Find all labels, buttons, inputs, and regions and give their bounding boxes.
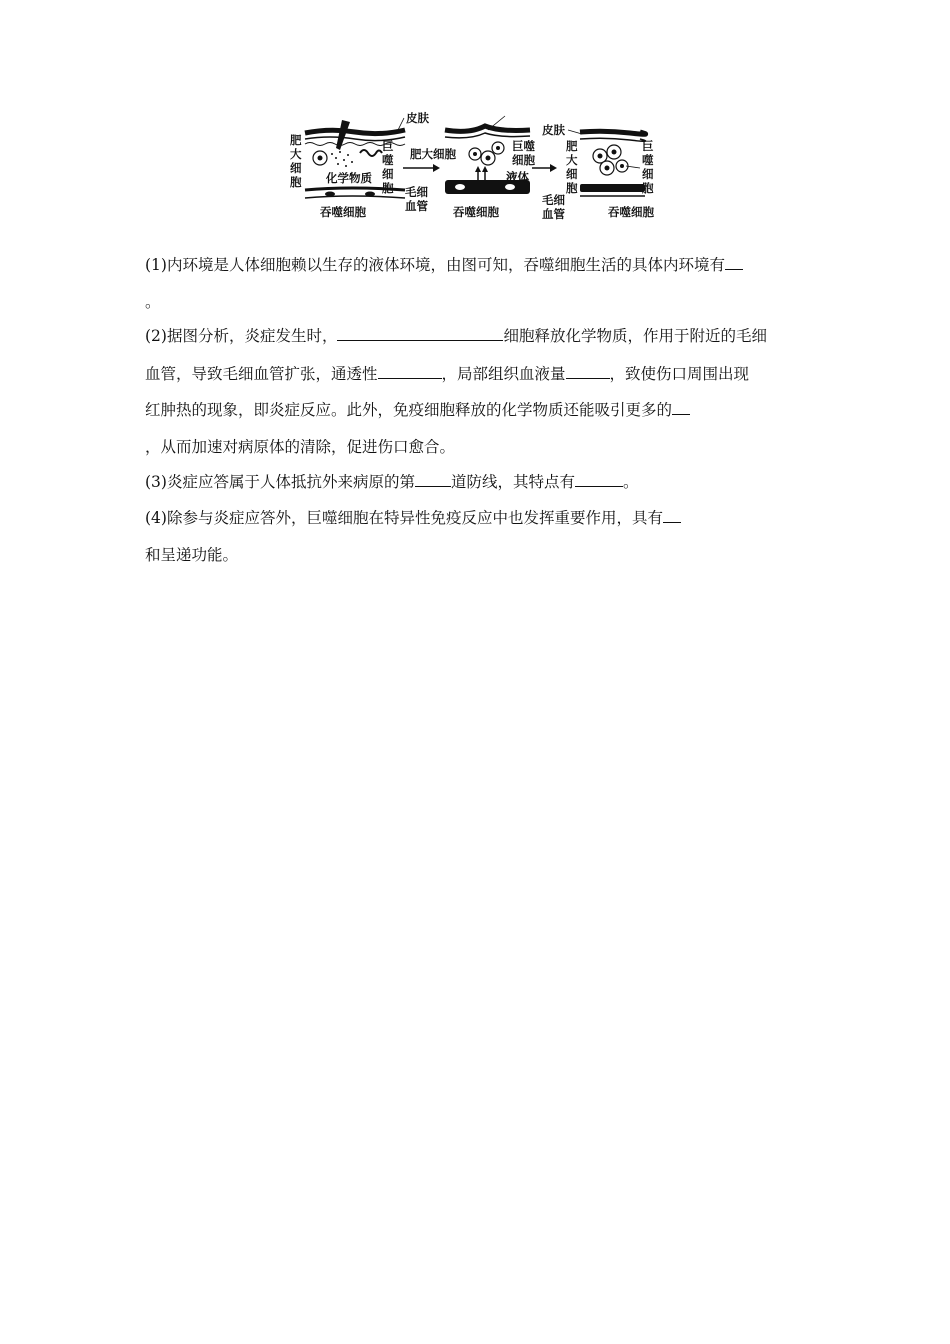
question-1-cont: 。 (145, 293, 161, 311)
label-capillary-1b: 血管 (405, 199, 428, 213)
label-phagocyte-2: 吞噬细胞 (453, 205, 499, 219)
question-2-text-d: ，局部组织血液量 (441, 365, 566, 383)
label-macrophage-2a: 巨噬 (512, 139, 535, 153)
capillary-icon (580, 184, 645, 192)
label-macrophage-2b: 细胞 (512, 153, 535, 167)
question-2-text-f: 红肿热的现象，即炎症反应。此外，免疫细胞释放的化学物质还能吸引更多的 (145, 401, 673, 419)
label-macrophage-3a: 巨 (642, 139, 654, 153)
question-2-text-g: ，从而加速对病原体的清除，促进伤口愈合。 (145, 438, 456, 456)
answer-blank-q2-permeability[interactable] (378, 363, 442, 379)
label-macrophage-1b: 噬 (382, 153, 394, 167)
question-1-line-2 (145, 292, 161, 312)
question-2-text-e: ，致使伤口周围出现 (609, 365, 750, 383)
label-macrophage-3c: 细 (642, 167, 654, 181)
question-4-line-1 (145, 507, 681, 528)
answer-blank-q3-feature[interactable] (575, 471, 623, 487)
label-mast-cell-3c: 细 (566, 167, 578, 181)
label-capillary-3b: 血管 (542, 207, 565, 221)
label-mast-cell-1c: 细 (290, 161, 302, 175)
inflammation-diagram-svg (270, 108, 670, 228)
macrophage-icon (360, 150, 382, 156)
question-2-text-a: (2)据图分析，炎症发生时， (145, 327, 338, 345)
label-fluid: 液体 (506, 170, 529, 184)
question-2-text-c: 血管，导致毛细血管扩张，通透性 (145, 365, 378, 383)
panel-1 (290, 111, 429, 219)
answer-blank-q3-defense-line[interactable] (415, 471, 451, 487)
question-1-text: (1)内环境是人体细胞赖以生存的液体环境，由图可知，吞噬细胞生活的具体内环境有 (145, 256, 725, 274)
question-2-line-3 (145, 399, 690, 420)
label-phagocyte-3: 吞噬细胞 (608, 205, 654, 219)
label-macrophage-3b: 噬 (642, 153, 654, 167)
answer-blank-q2-blood-volume[interactable] (566, 363, 610, 379)
question-4-line-2 (145, 545, 238, 565)
inflammation-diagram (270, 108, 670, 228)
answer-blank-q1[interactable] (725, 254, 743, 270)
label-macrophage-1d: 胞 (382, 181, 394, 195)
label-mast-cell-1d: 胞 (290, 175, 302, 189)
label-macrophage-3d: 胞 (642, 181, 654, 195)
question-2-line-2 (145, 363, 749, 384)
question-3-text-a: (3)炎症应答属于人体抵抗外来病原的第 (145, 473, 415, 491)
label-capillary-1a: 毛细 (405, 185, 428, 199)
answer-blank-q2-attract[interactable] (672, 399, 690, 415)
arrow-2-icon (532, 164, 557, 172)
label-capillary-3a: 毛细 (542, 193, 565, 207)
arrow-1-icon (403, 164, 440, 172)
question-4-text-b: 和呈递功能。 (145, 546, 239, 564)
label-chemical: 化学物质 (326, 171, 372, 185)
label-skin-3: 皮肤 (542, 123, 565, 137)
question-3-line-1 (145, 471, 639, 492)
label-mast-cell-3a: 肥 (566, 139, 578, 153)
label-mast-cell-3b: 大 (566, 153, 578, 167)
question-1-line-1 (145, 254, 743, 275)
panel-3 (542, 123, 654, 221)
knife-icon (336, 120, 350, 150)
question-2-line-1 (145, 325, 767, 346)
answer-blank-q4[interactable] (663, 507, 681, 523)
question-4-text-a: (4)除参与炎症应答外，巨噬细胞在特异性免疫反应中也发挥重要作用，具有 (145, 509, 663, 527)
label-mast-cell-2: 肥大细胞 (410, 147, 456, 161)
label-mast-cell-1b: 大 (290, 147, 302, 161)
label-phagocyte-1: 吞噬细胞 (320, 205, 366, 219)
answer-blank-q2-cell[interactable] (337, 325, 503, 341)
label-skin-1: 皮肤 (406, 111, 429, 125)
question-2-text-b: 细胞释放化学物质，作用于附近的毛细 (503, 327, 767, 345)
label-mast-cell-1a: 肥 (290, 133, 302, 147)
question-3-text-c: 。 (622, 473, 639, 491)
question-3-text-b: 道防线，其特点有 (450, 473, 575, 491)
label-mast-cell-3d: 胞 (566, 181, 578, 195)
question-2-line-4 (145, 437, 455, 457)
label-macrophage-1c: 细 (382, 167, 394, 181)
label-macrophage-1a: 巨 (382, 139, 394, 153)
